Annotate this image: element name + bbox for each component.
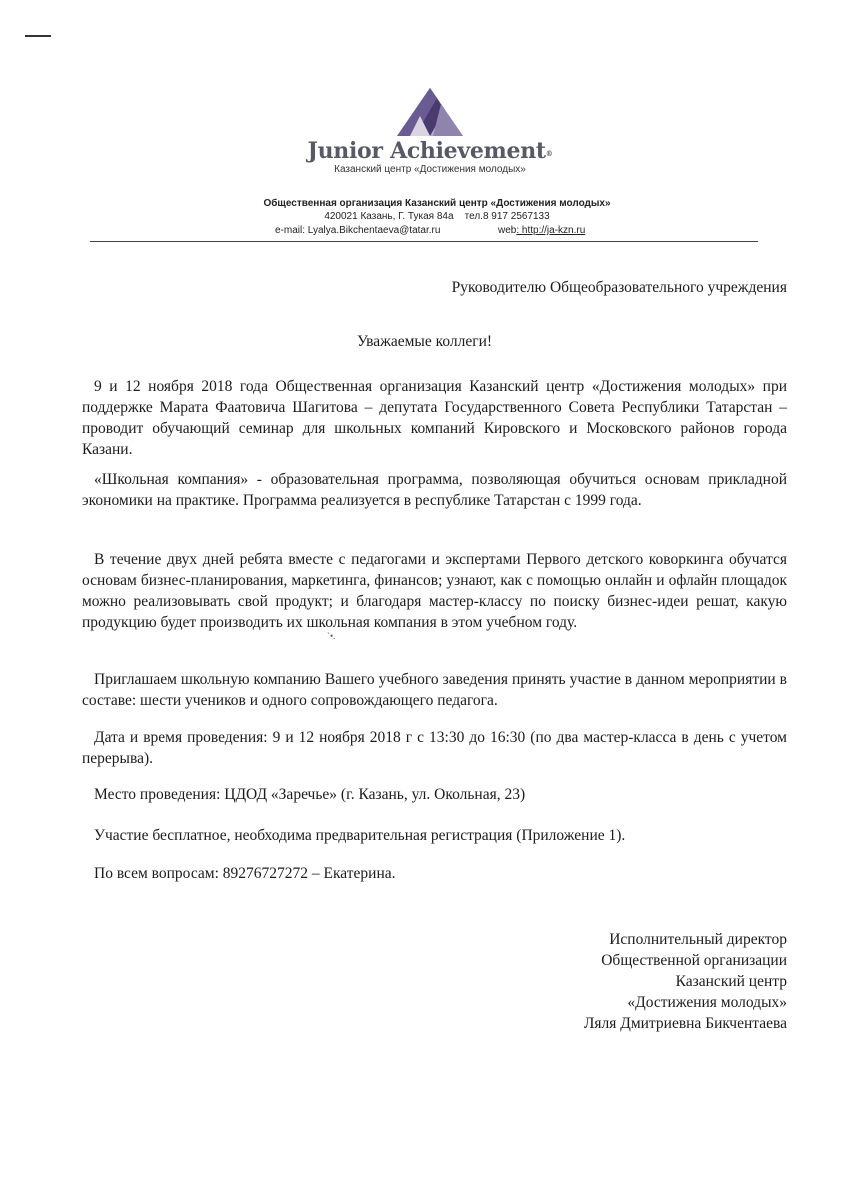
paragraph-program: «Школьная компания» - образовательная программа, позволяющая обучиться основам прикладной экономики на практике. Программа реализуется в республике Татарстан с 1999 года. bbox=[82, 471, 787, 509]
organization-name: Общественная организация Казанский центр «Достижения молодых» bbox=[263, 198, 611, 209]
paragraph-date-time: Дата и время проведения: 9 и 12 ноября 2018 г с 13:30 до 16:30 (по два мастер-класса в день с учетом перерыва). bbox=[82, 729, 787, 767]
signatory-name: Ляля Дмитриевна Бикчентаева bbox=[583, 1015, 787, 1032]
brand-subtitle: Казанский центр «Достижения молодых» bbox=[334, 164, 526, 175]
paragraph-invitation: Приглашаем школьную компанию Вашего учебного заведения принять участие в данном мероприятии в составе: шести учеников и одного сопровождающего педагога. bbox=[82, 671, 787, 709]
phone: тел.8 917 2567133 bbox=[464, 211, 550, 222]
paragraph-seminar: 9 и 12 ноября 2018 года Общественная организация Казанский центр «Достижения молодых» при поддержке Марата Фаатовича Шагитова – депутата Государственного Совета Республики Татарстан – проводит обучающий семинар для школьных компаний Кировского и Московского районов города Казани. bbox=[82, 378, 787, 458]
email: e-mail: Lyalya.Bikchentaeva@tatar.ru bbox=[275, 225, 441, 236]
web-url[interactable]: : http://ja-kzn.ru bbox=[516, 225, 586, 236]
junior-achievement-logo bbox=[300, 86, 560, 176]
organization-details bbox=[232, 197, 642, 223]
brand-name: Junior Achievement® bbox=[307, 138, 553, 164]
questions-line: По всем вопросам: 89276727272 – Екатерина. bbox=[94, 865, 396, 882]
signature-center-line: Казанский центр bbox=[675, 973, 787, 990]
salutation: Уважаемые коллеги! bbox=[356, 333, 493, 350]
letterhead-divider bbox=[90, 241, 758, 242]
signature-title: Исполнительный директор bbox=[609, 931, 787, 948]
pyramid-logo-icon bbox=[395, 86, 465, 138]
signature-block bbox=[584, 929, 787, 1034]
venue-line: Место проведения: ЦДОД «Заречье» (г. Казань, ул. Окольная, 23) bbox=[94, 786, 526, 803]
registered-mark: ® bbox=[545, 149, 553, 158]
participation-line: Участие бесплатное, необходима предварительная регистрация (Приложение 1). bbox=[94, 827, 626, 844]
scan-speck: `•. bbox=[327, 631, 336, 641]
signature-org-line: Общественной организации bbox=[601, 952, 787, 969]
address: 420021 Казань, Г. Тукая 84а bbox=[324, 211, 454, 222]
scan-corner-mark bbox=[25, 35, 51, 37]
website bbox=[498, 224, 585, 237]
paragraph-training: В течение двух дней ребята вместе с педагогами и экспертами Первого детского коворкинга обучатся основам бизнес-планирования, маркетинга, финансов; узнают, как с помощью онлайн и офлайн площадок можно реализовывать свой продукт; и благодаря мастер-классу по поиску бизнес-идеи решат, какую продукцию будет производить их школьная компания в этом учебном году. bbox=[82, 551, 787, 631]
address-phone-line bbox=[232, 210, 642, 223]
web-label: web bbox=[498, 225, 517, 236]
signature-center-name: «Достижения молодых» bbox=[627, 994, 787, 1011]
addressee: Руководителю Общеобразовательного учреждения bbox=[451, 279, 787, 296]
